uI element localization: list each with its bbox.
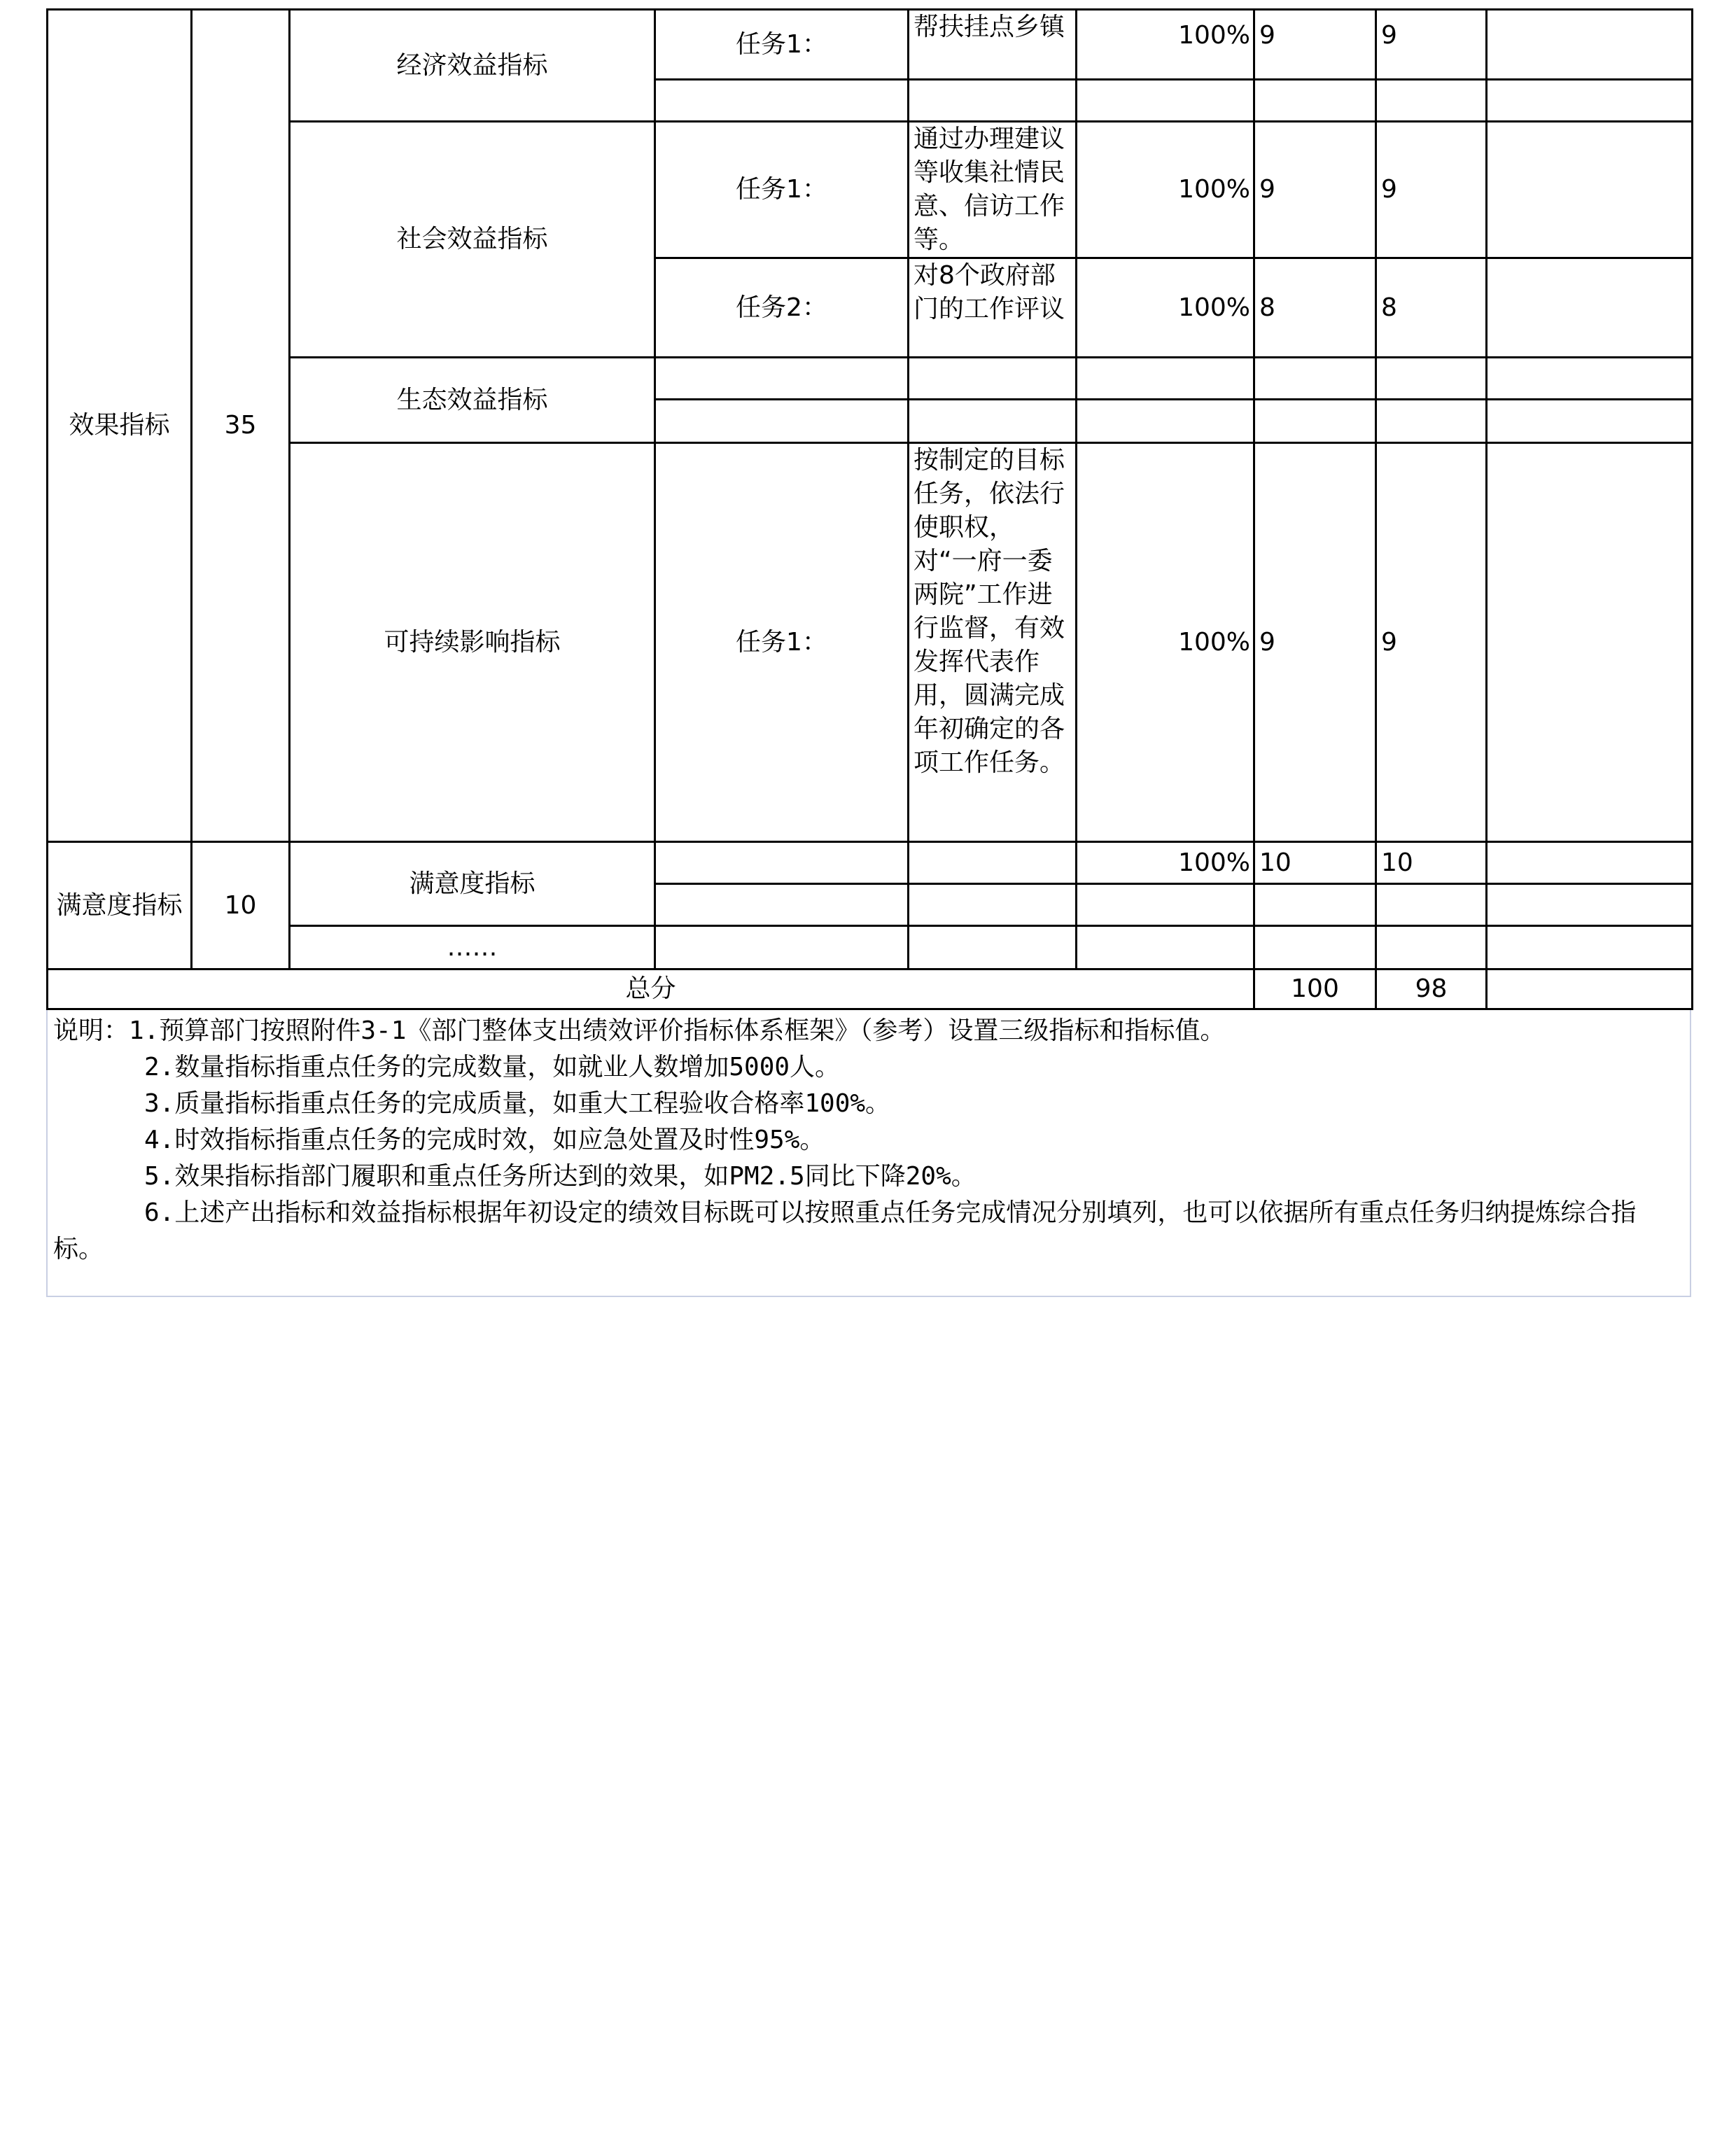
table-row [48,443,1693,842]
sustainable-task1-rate: 100% [1077,443,1254,842]
social-task1-content: 通过办理建议等收集社情民意、信访工作等。 [909,122,1077,258]
satisfaction-weight: 10 [1254,842,1376,884]
note-line-6: 6.上述产出指标和效益指标根据年初设定的绩效目标既可以按照重点任务完成情况分别填列，也可以依据所有重点任务归纳提炼综合指标。 [53,1198,1637,1264]
table-row [48,10,1693,80]
table-row [48,842,1693,884]
sustainable-task1-score: 9 [1376,443,1487,842]
note-line-5: 5.效果指标指部门履职和重点任务所达到的效果，如PM2.5同比下降20%。 [144,1162,976,1191]
social-task1-name: 任务1： [655,122,909,258]
social-task1-weight: 9 [1254,122,1376,258]
social-task2-name: 任务2： [655,258,909,358]
economic-task1-content: 帮扶挂点乡镇 [909,10,1077,80]
table-row [48,358,1693,400]
performance-table [46,8,1693,1010]
table-row [48,122,1693,258]
ecological-indicator-label: 生态效益指标 [290,358,655,443]
social-task2-score: 8 [1376,258,1487,358]
economic-task1-rate: 100% [1077,10,1254,80]
social-task1-score: 9 [1376,122,1487,258]
economic-task1-remark [1487,10,1693,80]
satisfaction-indicator-label: 满意度指标 [290,842,655,926]
social-task2-weight: 8 [1254,258,1376,358]
economic-task1-name: 任务1： [655,10,909,80]
sustainable-task1-content: 按制定的目标任务，依法行使职权，对“一府一委两院”工作进行监督，有效发挥代表作用，圆满完成年初确定的各项工作任务。 [909,443,1077,842]
category-satisfaction: 满意度指标 [48,842,192,969]
ellipsis-row-label: …… [290,926,655,969]
economic-task1-score: 9 [1376,10,1487,80]
category-effect-score: 35 [192,10,290,842]
category-effect: 效果指标 [48,10,192,842]
note-line-2: 2.数量指标指重点任务的完成数量，如就业人数增加5000人。 [144,1053,841,1082]
performance-sheet [46,8,1691,1297]
total-score: 98 [1376,969,1487,1009]
total-row [48,969,1693,1009]
social-indicator-label: 社会效益指标 [290,122,655,358]
social-task1-rate: 100% [1077,122,1254,258]
category-satisfaction-score: 10 [192,842,290,969]
social-task2-rate: 100% [1077,258,1254,358]
total-weight: 100 [1254,969,1376,1009]
table-row [48,926,1693,969]
economic-indicator-label: 经济效益指标 [290,10,655,122]
sustainable-task1-name: 任务1： [655,443,909,842]
notes-section [46,1010,1691,1297]
sustainable-indicator-label: 可持续影响指标 [290,443,655,842]
total-label: 总分 [48,969,1254,1009]
sustainable-task1-weight: 9 [1254,443,1376,842]
note-line-1: 说明：1.预算部门按照附件3-1《部门整体支出绩效评价指标体系框架》（参考）设置三级指标和指标值。 [53,1016,1226,1045]
satisfaction-rate: 100% [1077,842,1254,884]
satisfaction-value: 10 [1376,842,1487,884]
note-line-4: 4.时效指标指重点任务的完成时效，如应急处置及时性95%。 [144,1126,825,1154]
social-task2-content: 对8个政府部门的工作评议 [909,258,1077,358]
note-line-3: 3.质量指标指重点任务的完成质量，如重大工程验收合格率100%。 [144,1089,891,1118]
economic-task1-weight: 9 [1254,10,1376,80]
